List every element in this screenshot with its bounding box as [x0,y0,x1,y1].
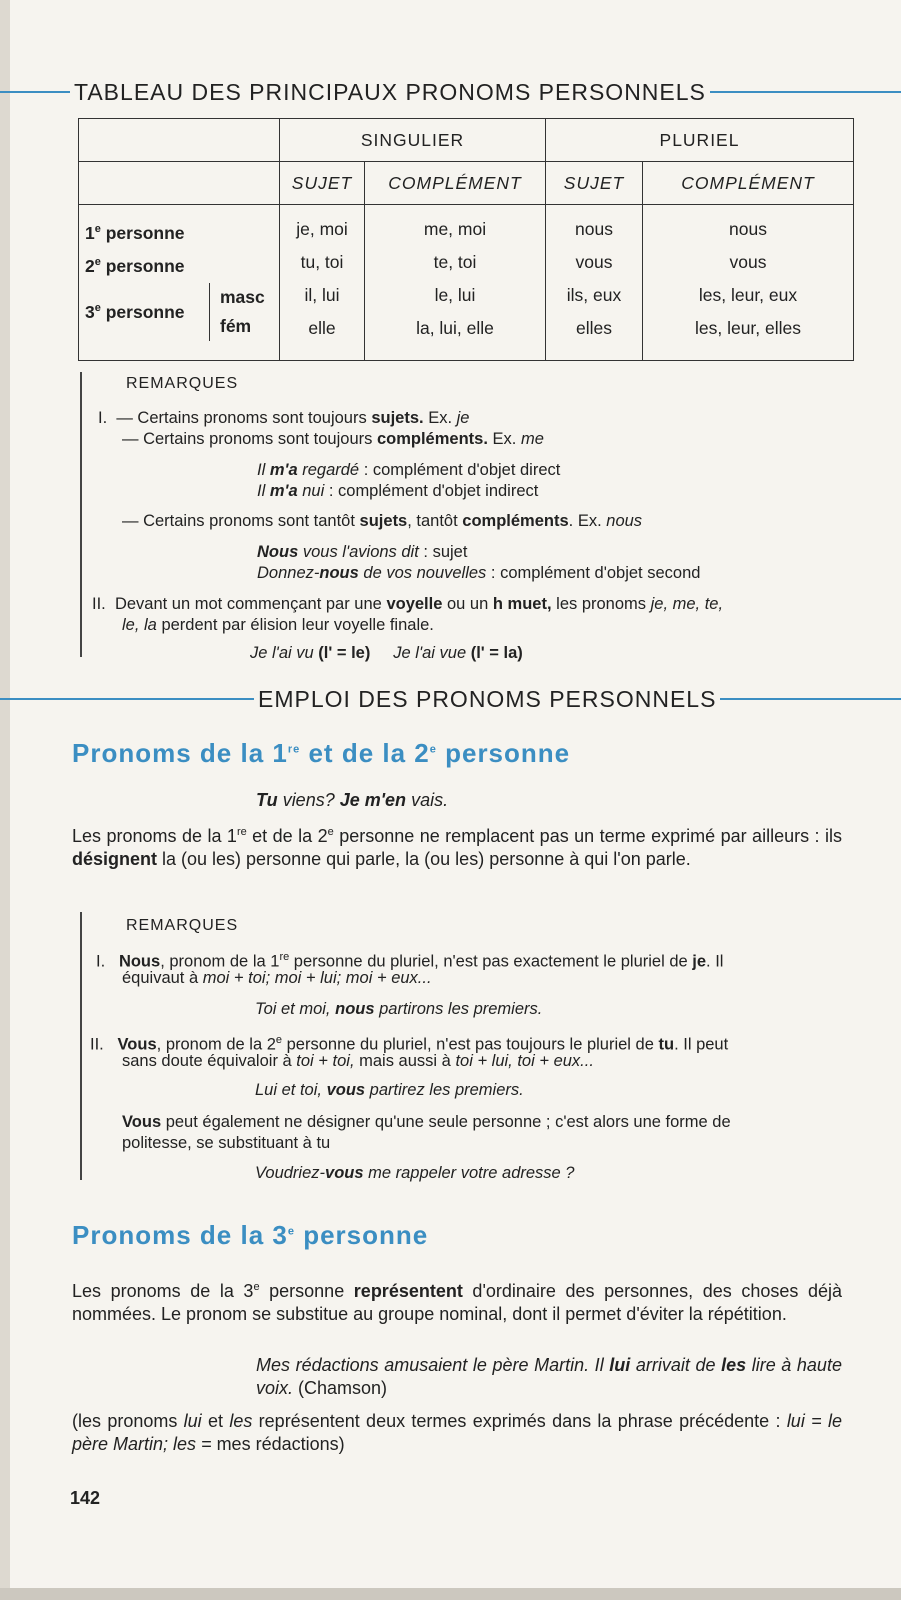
section-1-paragraph: Les pronoms de la 1re et de la 2e personne ne remplacent pas un terme exprimé par ailleurs : ils désignent la (ou les) personne qui parle, la (ou les) personne à qui l'on parle. [72,826,842,869]
gender-fem: fém [220,316,252,336]
col-plur-sujet [546,205,643,361]
remark-1-line-2: — Certains pronoms sont toujours compléments. Ex. me [122,430,544,448]
remark-2-ii-line-1: II. Vous, pronom de la 2e personne du pluriel, n'est pas toujours le pluriel de tu. Il peut [90,1034,729,1054]
person-3: 3e personne masc fém [85,279,273,345]
cell: vous [729,252,767,272]
cell: les, leur, eux [698,285,798,305]
section-2-quote: Mes rédactions amusaient le père Martin. Il lui arrivait de les lire à haute voix. (Chamson) [256,1355,842,1398]
section-1-title: Pronoms de la 1re et de la 2e personne [72,738,571,768]
cell: les, leur, elles [694,318,802,338]
remark-1-ii-line-1: II. Devant un mot commençant par une voyelle ou un h muet, les pronoms je, me, te, [92,595,724,613]
cell: la, lui, elle [416,318,494,338]
col-sing-sujet [280,205,365,361]
col-plur-complement [643,205,854,361]
cell: elles [576,318,612,338]
person-1: 1e personne [85,222,185,243]
header-sing-sujet: SUJET [280,162,365,205]
page-number: 142 [70,1488,101,1508]
cell: te, toi [433,252,477,272]
title-line-right [710,91,901,93]
remark-1-line-1: I. — Certains pronoms sont toujours sujets. Ex. je [98,409,470,427]
remarques-label-1: REMARQUES [126,375,239,392]
cell: je, moi [296,219,348,239]
section-2-paragraph-1: Les pronoms de la 3e personne représentent d'ordinaire des personnes, des choses déjà nommées. Le pronom se substitue au groupe nominal, dont il permet d'éviter la répétition. [72,1281,842,1324]
remark-1-example-4: Donnez-nous de vos nouvelles : complément d'objet second [257,564,701,582]
remark-2-iii-line-2: politesse, se substituant à tu [122,1134,331,1152]
page-bottom-edge [0,1588,901,1600]
emploi-title: EMPLOI DES PRONOMS PERSONNELS [258,685,717,712]
section-2-title: Pronoms de la 3e personne [72,1220,429,1250]
section-1-example: Tu viens? Je m'en vais. [256,790,449,810]
corner-cell [79,119,280,162]
cell: ils, eux [566,285,622,305]
table-title-rule [0,76,901,108]
emploi-title-rule [0,683,901,715]
remarques-label-2: REMARQUES [126,917,239,934]
remark-1-example-3: Nous vous l'avions dit : sujet [257,543,468,561]
remark-1-line-3: — Certains pronoms sont tantôt sujets, tantôt compléments. Ex. nous [122,512,643,530]
remark-2-ii-line-2: sans doute équivaloir à toi + toi, mais aussi à toi + lui, toi + eux... [122,1052,594,1070]
remark-1-example-2: Il m'a nui : complément d'objet indirect [257,482,539,500]
remark-2-i-line-1: I. Nous, pronom de la 1re personne du pluriel, n'est pas exactement le pluriel de je. Il [96,951,724,971]
cell: me, moi [423,219,487,239]
remarques-block-2 [80,912,82,1180]
emploi-line-right [720,698,901,700]
remark-2-example-1: Toi et moi, nous partirons les premiers. [255,1000,543,1018]
cell: le, lui [434,285,476,305]
cell: tu, toi [300,252,344,272]
header-sing-complement: COMPLÉMENT [365,162,546,205]
table-title: TABLEAU DES PRINCIPAUX PRONOMS PERSONNELS [74,78,706,105]
gender-masc: masc [220,287,265,307]
emploi-line-left [0,698,254,700]
cell: vous [575,252,613,272]
header-plur-complement: COMPLÉMENT [643,162,854,205]
cell: nous [729,219,767,239]
remark-1-example-1: Il m'a regardé : complément d'objet direct [257,461,561,479]
remark-2-i-line-2: équivaut à moi + toi; moi + lui; moi + eux... [122,969,432,987]
remark-1-example-5: Je l'ai vu (l' = le) Je l'ai vue (l' = la) [250,644,523,662]
corner-cell-2 [79,162,280,205]
header-plur-sujet: SUJET [546,162,643,205]
cell: elle [308,318,336,338]
header-pluriel: PLURIEL [546,119,854,162]
remark-2-example-3: Voudriez-vous me rappeler votre adresse ? [255,1164,575,1182]
title-line-left [0,91,70,93]
page-edge [0,0,10,1600]
cell: il, lui [304,285,340,305]
section-2-paragraph-2: (les pronoms lui et les représentent deux termes exprimés dans la phrase précédente : lui = le père Martin; les = mes rédactions) [72,1411,842,1454]
remark-1-ii-line-2: le, la perdent par élision leur voyelle finale. [122,616,434,634]
person-2: 2e personne [85,255,185,276]
col-sing-complement [365,205,546,361]
remarques-block-1 [80,372,82,657]
cell: nous [575,219,613,239]
header-singulier: SINGULIER [280,119,546,162]
persons-column [79,205,280,361]
pronoun-table [78,118,854,361]
remark-2-example-2: Lui et toi, vous partirez les premiers. [255,1081,524,1099]
remark-2-iii-line-1: Vous peut également ne désigner qu'une seule personne ; c'est alors une forme de [122,1113,731,1131]
